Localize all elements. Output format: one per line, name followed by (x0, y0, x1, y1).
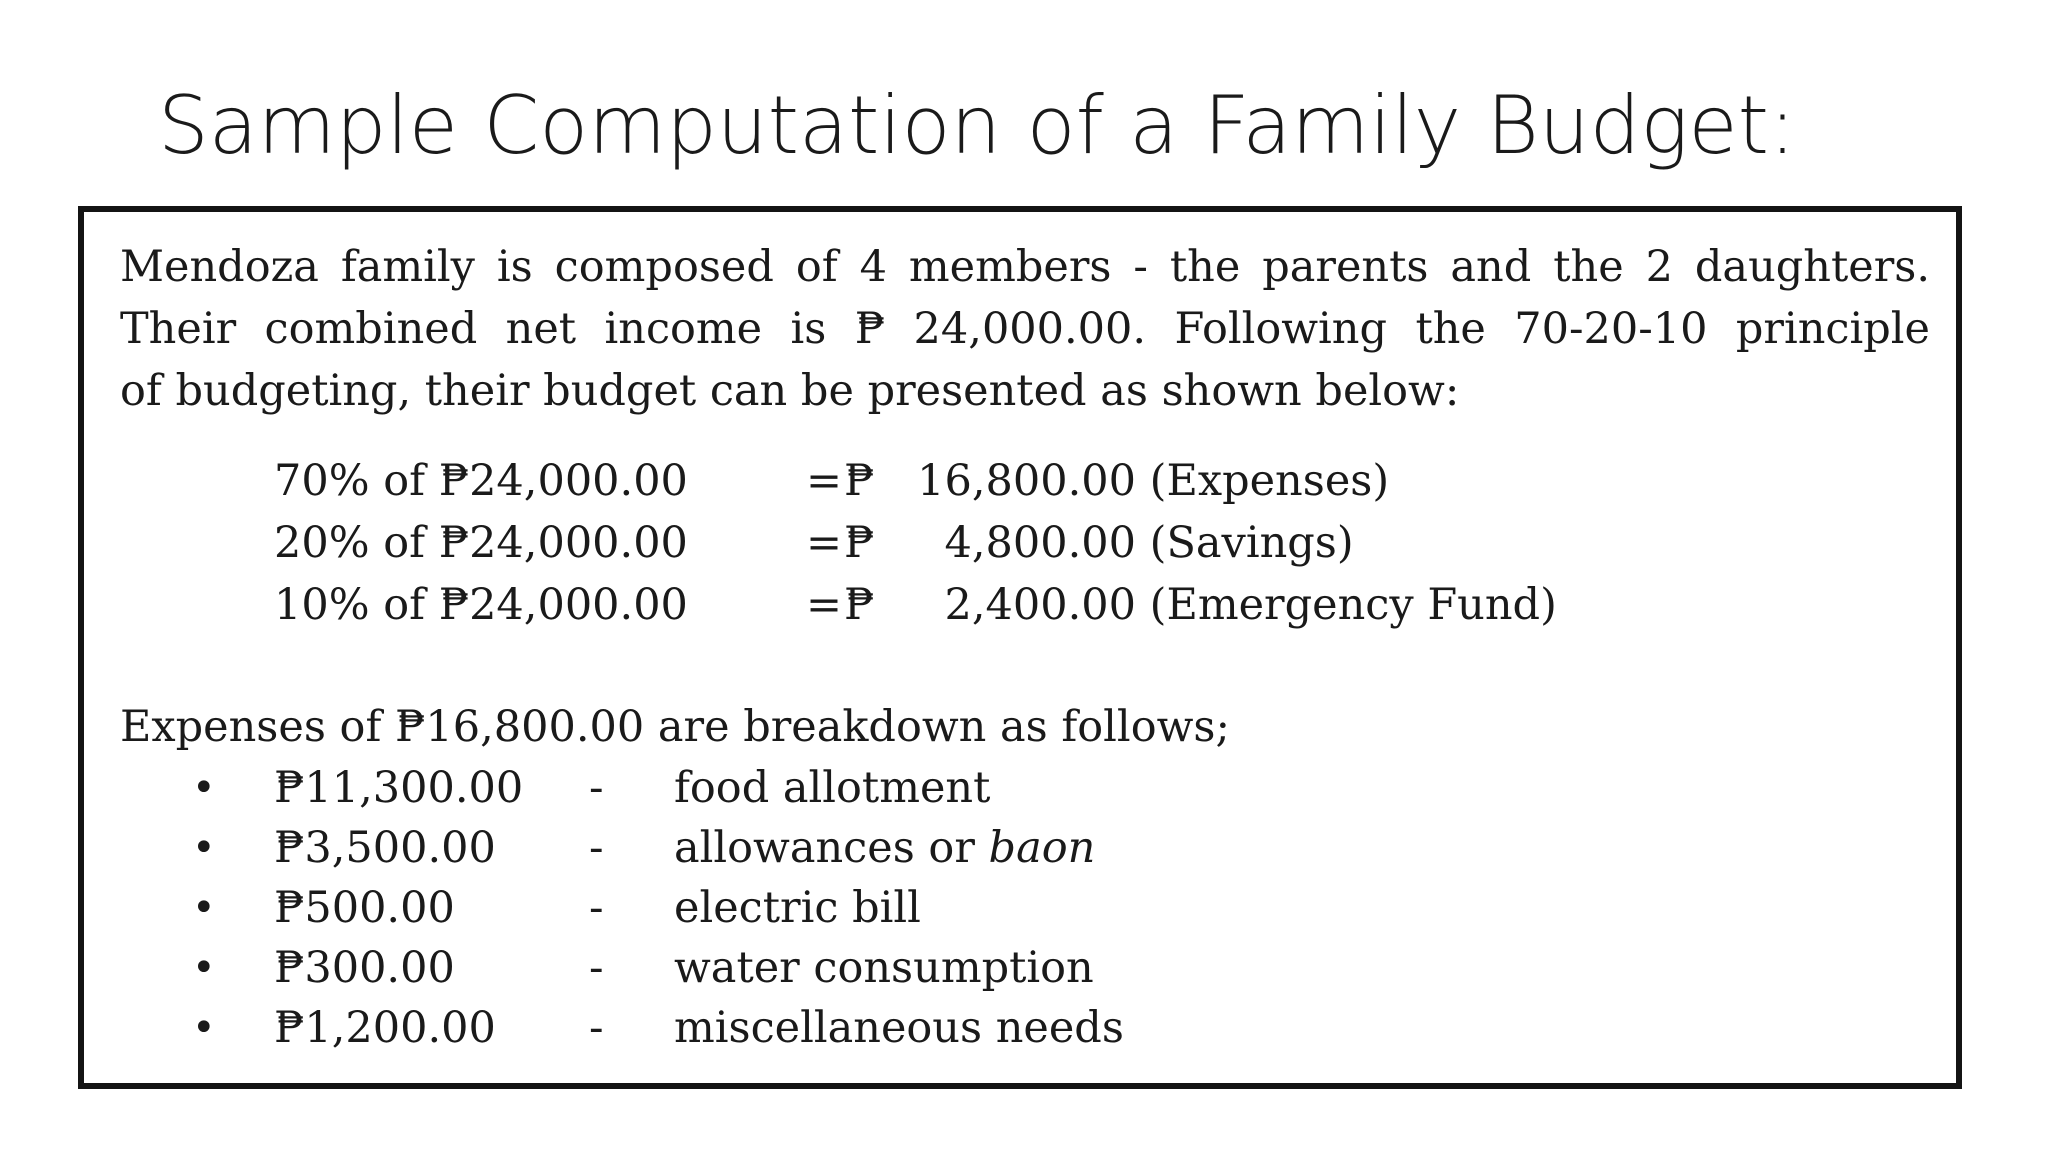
peso-sign: ₱ (844, 456, 875, 506)
slide-title: Sample Computation of a Family Budget: (158, 79, 1796, 172)
computation-base: 10% of ₱24,000.00 (274, 580, 688, 630)
expense-description (674, 818, 1095, 878)
computation-label: (Emergency Fund) (1149, 580, 1557, 630)
bullet-icon: • (192, 885, 216, 931)
expense-amount: ₱11,300.00 (274, 763, 524, 813)
equals-sign: = (805, 518, 843, 568)
equals-sign: = (805, 580, 843, 630)
computation-label: (Expenses) (1149, 456, 1390, 506)
computation-row (274, 512, 1557, 574)
bullet-icon: • (192, 765, 216, 811)
intro-paragraph (120, 236, 1930, 422)
computation-amount: 16,800.00 (917, 456, 1136, 506)
expense-description-text: electric bill (674, 883, 921, 933)
expense-description-italic: baon (988, 823, 1096, 873)
separator-dash: - (589, 943, 604, 993)
budget-example-box (78, 206, 1962, 1089)
expense-description-text: water consumption (674, 943, 1094, 993)
expense-description (674, 938, 1094, 998)
computation-row (274, 574, 1557, 636)
expense-description-text: allowances or (674, 823, 989, 873)
intro-line: of budgeting, their budget can be presented as shown below: (120, 366, 1460, 416)
peso-sign: ₱ (844, 580, 875, 630)
intro-line: Their combined net income is ₱ 24,000.00. Following the 70-20-10 principle (120, 304, 1930, 354)
expense-amount: ₱3,500.00 (274, 823, 496, 873)
separator-dash: - (589, 823, 604, 873)
breakdown-heading: Expenses of ₱16,800.00 are breakdown as follows; (120, 702, 1230, 752)
expense-description (674, 758, 990, 818)
expense-description-text: food allotment (674, 763, 991, 813)
expense-description (674, 998, 1124, 1058)
expense-amount: ₱1,200.00 (274, 1003, 496, 1053)
expense-amount: ₱500.00 (274, 883, 455, 933)
expense-description (674, 878, 921, 938)
expense-amount: ₱300.00 (274, 943, 455, 993)
bullet-icon: • (192, 945, 216, 991)
computation-row (274, 450, 1557, 512)
computation-label: (Savings) (1149, 518, 1354, 568)
budget-computations (274, 450, 1557, 636)
intro-line: Mendoza family is composed of 4 members - the parents and the 2 daughters. (120, 242, 1930, 292)
separator-dash: - (589, 883, 604, 933)
computation-amount: 4,800.00 (944, 518, 1136, 568)
expense-description-text: miscellaneous needs (674, 1003, 1124, 1053)
peso-sign: ₱ (844, 518, 875, 568)
separator-dash: - (589, 763, 604, 813)
computation-base: 70% of ₱24,000.00 (274, 456, 688, 506)
computation-base: 20% of ₱24,000.00 (274, 518, 688, 568)
computation-amount: 2,400.00 (944, 580, 1136, 630)
equals-sign: = (805, 456, 843, 506)
separator-dash: - (589, 1003, 604, 1053)
bullet-icon: • (192, 825, 216, 871)
bullet-icon: • (192, 1005, 216, 1051)
